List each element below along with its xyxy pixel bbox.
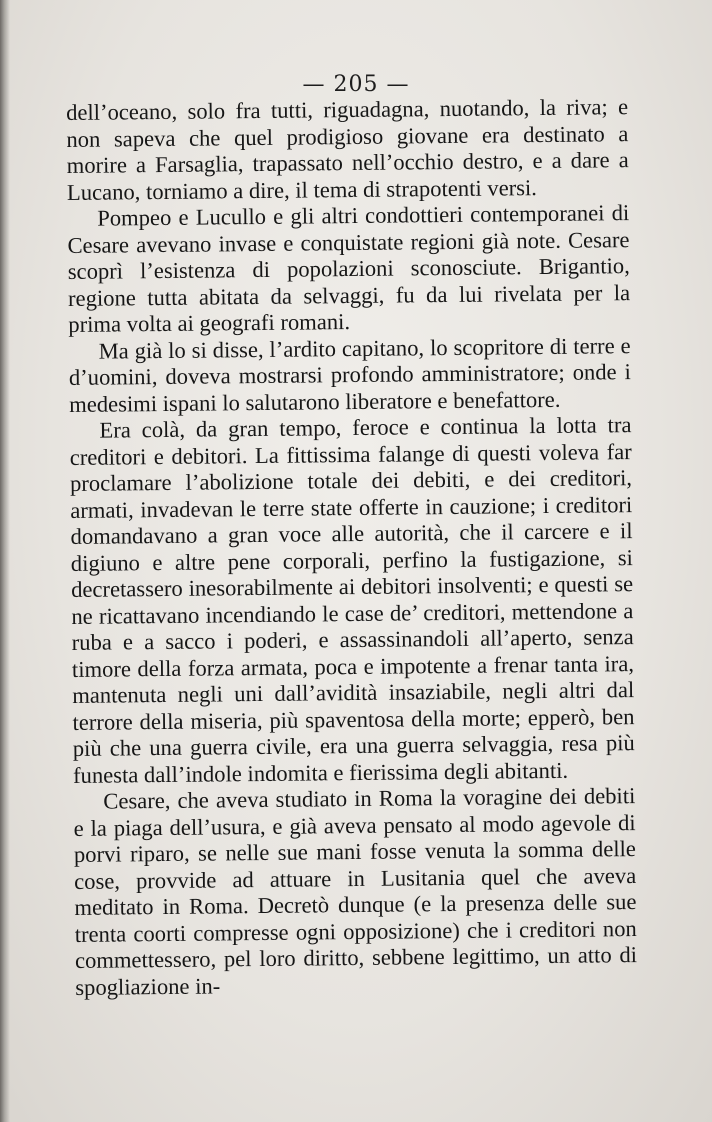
paragraph-5: Cesare, che aveva studiato in Roma la voragine dei debiti e la piaga dell’usura, e già aveva pensato al modo agevole di porvi riparo, se nelle sue mani fosse venuta la somma delle cose, provvide ad attuare in Lusitania quel che aveva meditato in Roma. Decretò dunque (e la presenza delle sue trenta coorti compresse ogni opposizione) che i creditori non commettessero, pel loro diritto, sebbene legittimo, un atto di spogliazione in- (73, 783, 638, 1000)
paragraph-3: Ma già lo si disse, l’ardito capitano, lo scopritore di terre e d’uomini, doveva mostrarsi profondo amministratore; onde i medesimi ispani lo salutarono liberatore e benefattore. (68, 332, 632, 417)
body-text (66, 94, 637, 1001)
page-binding-shadow (0, 0, 10, 1122)
paragraph-1: dell’oceano, solo fra tutti, riguadagna, nuotando, la riva; e non sapeva che quel prodigioso giovane era destinato a morire a Farsaglia, trapassato nell’occhio destro, e a dare a Lucano, torniamo a dire, il tema di strapotenti versi. (66, 94, 629, 205)
page-number: — 205 — (302, 72, 410, 97)
paragraph-4: Era colà, da gran tempo, feroce e continua la lotta tra creditori e debitori. La fittissima falange di questi voleva far proclamare l’abolizione totale dei debiti, e dei creditori, armati, invadevan le terre state offerte in cauzione; i creditori domandavano a gran voce alle autorità, che il carcere e il digiuno e altre pene corporali, perfino la fustigazione, si decretassero inesorabilmente ai debitori insolventi; e questi se ne ricattavano incendiando le case de’ creditori, mettendone a ruba e a sacco i poderi, e assassinandoli all’aperto, senza timore della forza armata, poca e impotente a frenar tanta ira, mantenuta negli uni dall’avidità insaziabile, negli altri dal terrore della miseria, più spaventosa della morte; epperò, ben più che una guerra civile, era una guerra selvaggia, resa più funesta dall’indole indomita e fierissima degli abitanti. (69, 412, 635, 788)
paragraph-2: Pompeo e Lucullo e gli altri condottieri contemporanei di Cesare avevano invase e conquistate regioni già note. Cesare scoprì l’esistenza di popolazioni sconosciute. Brigantio, regione tutta abitata da selvaggi, fu da lui rivelata per la prima volta ai geografi romani. (67, 200, 631, 337)
